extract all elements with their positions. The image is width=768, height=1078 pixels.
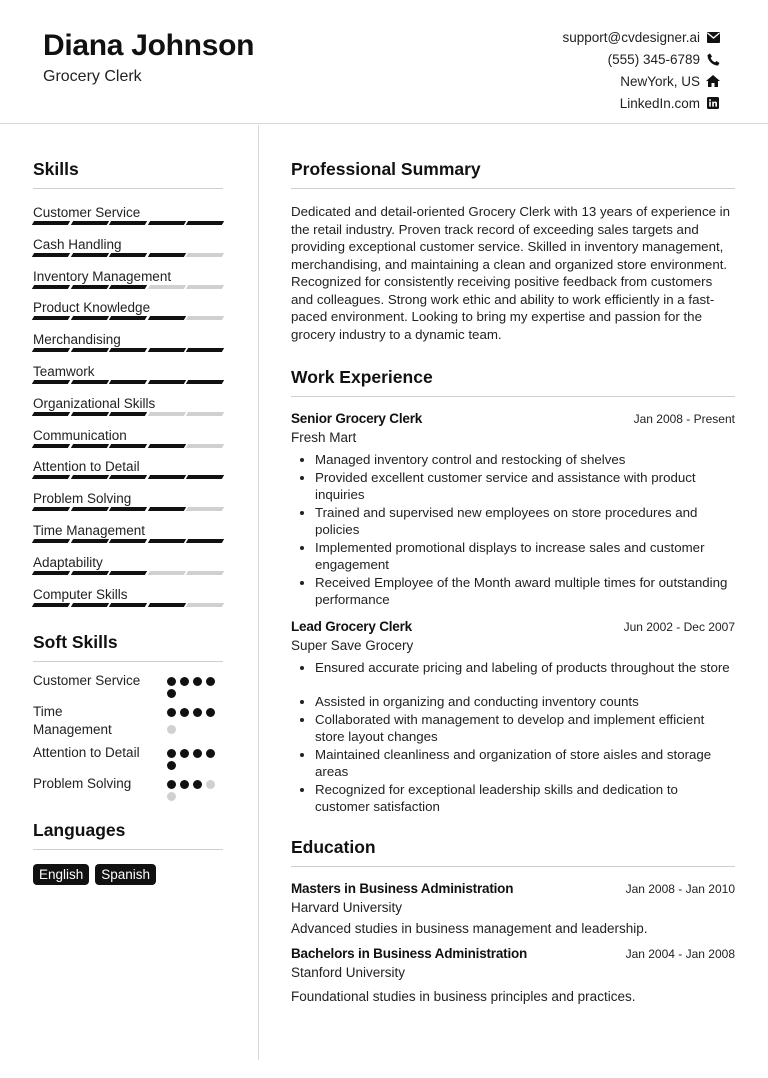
soft-skills-heading: Soft Skills bbox=[33, 632, 223, 662]
envelope-icon bbox=[706, 30, 720, 44]
rating-dot bbox=[180, 780, 189, 789]
skill-item bbox=[33, 204, 223, 236]
skill-level-segment bbox=[186, 253, 224, 257]
skill-level-segment bbox=[32, 221, 70, 225]
skill-item bbox=[33, 458, 223, 490]
skill-level-segment bbox=[186, 603, 224, 607]
candidate-title: Grocery Clerk bbox=[43, 68, 142, 85]
education-date: Jan 2004 - Jan 2008 bbox=[625, 946, 735, 961]
contact-email-text: support@cvdesigner.ai bbox=[562, 29, 700, 45]
skill-level-segment bbox=[70, 412, 108, 416]
skill-level-segment bbox=[147, 316, 185, 320]
skill-item bbox=[33, 586, 223, 618]
summary-section bbox=[291, 159, 735, 343]
skill-level-segment bbox=[32, 539, 70, 543]
education-header bbox=[291, 946, 735, 961]
soft-skill-rating bbox=[167, 744, 223, 770]
job-bullet: • Maintained cleanliness and organization of store aisles and storage areas bbox=[315, 746, 735, 781]
rating-dot bbox=[167, 677, 176, 686]
rating-dot bbox=[167, 761, 176, 770]
skill-level-segment bbox=[109, 539, 147, 543]
jobs-list bbox=[291, 411, 735, 816]
job-date: Jan 2008 - Present bbox=[633, 412, 735, 426]
rating-dot bbox=[167, 780, 176, 789]
education-description: Foundational studies in business principles and practices. bbox=[291, 988, 636, 1004]
skill-level-bar bbox=[33, 348, 223, 352]
skill-level-segment bbox=[32, 571, 70, 575]
skill-name: Adaptability bbox=[33, 554, 103, 570]
job-date: Jun 2002 - Dec 2007 bbox=[623, 619, 735, 634]
rating-dot bbox=[167, 749, 176, 758]
skill-level-bar bbox=[33, 475, 223, 479]
skills-section bbox=[33, 159, 223, 617]
contact-phone-text: (555) 345-6789 bbox=[607, 51, 700, 67]
skill-name: Customer Service bbox=[33, 205, 141, 220]
job-bullet: • Ensured accurate pricing and labeling of products throughout the store bbox=[315, 659, 735, 677]
skill-name: Inventory Management bbox=[33, 268, 172, 284]
skill-level-segment bbox=[186, 539, 224, 543]
skill-level-segment bbox=[70, 253, 108, 257]
skill-level-segment bbox=[109, 253, 147, 257]
rating-dot bbox=[206, 780, 215, 789]
skill-level-segment bbox=[109, 316, 147, 320]
rating-dot bbox=[167, 792, 176, 801]
education-entry bbox=[291, 881, 735, 936]
job-bullets bbox=[291, 659, 735, 816]
education-degree: Masters in Business Administration bbox=[291, 880, 514, 896]
soft-skill-item bbox=[33, 775, 223, 801]
job-bullet: • Trained and supervised new employees on store procedures and policies bbox=[315, 504, 735, 539]
skill-level-segment bbox=[32, 507, 70, 511]
skill-level-segment bbox=[147, 380, 185, 384]
skill-level-segment bbox=[186, 285, 224, 289]
skill-name: Cash Handling bbox=[33, 236, 122, 252]
skill-name: Merchandising bbox=[33, 332, 121, 348]
soft-skill-name: Attention to Detail bbox=[33, 745, 140, 761]
skill-level-segment bbox=[186, 316, 224, 320]
skill-level-segment bbox=[186, 507, 224, 511]
skill-level-segment bbox=[147, 539, 185, 543]
right-column bbox=[291, 125, 735, 1004]
skill-level-bar bbox=[33, 539, 223, 543]
home-icon bbox=[706, 74, 720, 88]
skill-name: Computer Skills bbox=[33, 586, 128, 602]
skill-item bbox=[33, 331, 223, 363]
skill-level-segment bbox=[186, 412, 224, 416]
job-title: Lead Grocery Clerk bbox=[291, 618, 412, 634]
skills-heading: Skills bbox=[33, 159, 223, 189]
rating-dot bbox=[193, 749, 202, 758]
skill-level-segment bbox=[186, 475, 224, 479]
rating-dot bbox=[167, 708, 176, 717]
skill-item bbox=[33, 395, 223, 427]
soft-skill-name: Problem Solving bbox=[33, 776, 132, 792]
rating-dot bbox=[206, 677, 215, 686]
contact-phone[interactable] bbox=[562, 48, 720, 70]
contact-linkedin-text: LinkedIn.com bbox=[619, 95, 700, 111]
skill-level-segment bbox=[32, 380, 70, 384]
skill-level-segment bbox=[70, 539, 108, 543]
skill-level-segment bbox=[109, 285, 147, 289]
skill-level-segment bbox=[147, 348, 185, 352]
rating-dot bbox=[180, 749, 189, 758]
soft-skill-name: Time Management bbox=[33, 704, 112, 738]
skill-level-bar bbox=[33, 603, 223, 607]
soft-skill-rating bbox=[167, 775, 223, 801]
phone-icon bbox=[706, 52, 720, 66]
skill-level-segment bbox=[186, 444, 224, 448]
skill-level-bar bbox=[33, 444, 223, 448]
contact-block bbox=[562, 26, 720, 114]
rating-dot bbox=[193, 677, 202, 686]
skill-item bbox=[33, 268, 223, 300]
education-date: Jan 2008 - Jan 2010 bbox=[625, 881, 735, 896]
rating-dot bbox=[193, 780, 202, 789]
skill-name: Attention to Detail bbox=[33, 459, 140, 475]
rating-dot bbox=[180, 677, 189, 686]
skill-level-segment bbox=[109, 444, 147, 448]
skill-level-bar bbox=[33, 412, 223, 416]
skill-level-segment bbox=[32, 285, 70, 289]
skill-level-segment bbox=[70, 475, 108, 479]
skill-level-segment bbox=[109, 475, 147, 479]
skill-level-segment bbox=[147, 444, 185, 448]
soft-skill-item bbox=[33, 672, 223, 698]
skill-level-segment bbox=[109, 412, 147, 416]
skill-level-segment bbox=[32, 444, 70, 448]
skill-item bbox=[33, 427, 223, 459]
job-bullets bbox=[291, 451, 735, 609]
education-school: Harvard University bbox=[291, 899, 403, 915]
experience-section bbox=[291, 367, 735, 816]
job-company: Fresh Mart bbox=[291, 430, 357, 445]
skill-level-segment bbox=[70, 571, 108, 575]
skill-name: Product Knowledge bbox=[33, 300, 151, 316]
job-header bbox=[291, 619, 735, 634]
skill-level-segment bbox=[147, 221, 185, 225]
skill-level-segment bbox=[109, 348, 147, 352]
left-column bbox=[33, 125, 223, 885]
skill-level-segment bbox=[109, 507, 147, 511]
job-bullet: • Implemented promotional displays to increase sales and customer engagement bbox=[315, 539, 735, 574]
job-bullet: • Recognized for exceptional leadership skills and dedication to customer satisfaction bbox=[315, 781, 735, 816]
contact-location bbox=[562, 70, 720, 92]
skill-level-bar bbox=[33, 571, 223, 575]
job-bullet: • Assisted in organizing and conducting inventory counts bbox=[315, 693, 735, 711]
job-company: Super Save Grocery bbox=[291, 637, 414, 653]
skill-level-segment bbox=[147, 603, 185, 607]
skill-level-segment bbox=[32, 412, 70, 416]
education-heading: Education bbox=[291, 837, 735, 867]
skill-level-segment bbox=[32, 253, 70, 257]
education-description: Advanced studies in business management and leadership. bbox=[291, 920, 648, 936]
skill-level-segment bbox=[186, 221, 224, 225]
job-bullet: • Managed inventory control and restocking of shelves bbox=[315, 451, 735, 469]
skill-level-bar bbox=[33, 253, 223, 257]
job-bullet: • Provided excellent customer service and assistance with product inquiries bbox=[315, 469, 735, 504]
skill-level-segment bbox=[70, 507, 108, 511]
skill-level-segment bbox=[109, 571, 147, 575]
skill-name: Problem Solving bbox=[33, 491, 132, 507]
skill-level-bar bbox=[33, 316, 223, 320]
skill-level-segment bbox=[109, 380, 147, 384]
languages-section bbox=[33, 820, 223, 885]
skill-name: Time Management bbox=[33, 522, 146, 538]
skill-level-segment bbox=[32, 603, 70, 607]
rating-dot bbox=[193, 708, 202, 717]
candidate-name: Diana Johnson bbox=[43, 29, 255, 62]
soft-skill-item bbox=[33, 744, 223, 770]
soft-skill-rating bbox=[167, 703, 223, 739]
contact-email[interactable] bbox=[562, 26, 720, 48]
skill-level-segment bbox=[186, 348, 224, 352]
skill-level-segment bbox=[70, 285, 108, 289]
skill-level-segment bbox=[32, 475, 70, 479]
skill-name: Teamwork bbox=[33, 363, 95, 379]
skill-level-bar bbox=[33, 507, 223, 511]
job-bullet: • Received Employee of the Month award multiple times for outstanding performance bbox=[315, 574, 735, 609]
skill-item bbox=[33, 522, 223, 554]
soft-skills-list bbox=[33, 672, 223, 801]
summary-text: Dedicated and detail-oriented Grocery Clerk with 13 years of experience in the retail industry. Proven track record of exceeding sales targets and providing exceptional customer service. Skilled in inventory management, merchandising, and maintaining a clean and organized store environment. Recognized for consistently receiving positive feedback from customers and colleagues. Strong work ethic and ability to work efficiently in a fast-paced environment. Looking to bring my expertise and passion for the grocery industry to a dynamic team. bbox=[291, 204, 731, 342]
education-section bbox=[291, 837, 735, 1004]
skill-level-segment bbox=[147, 571, 185, 575]
skill-level-segment bbox=[109, 603, 147, 607]
languages-heading: Languages bbox=[33, 820, 223, 850]
rating-dot bbox=[167, 725, 176, 734]
education-list bbox=[291, 881, 735, 1004]
skills-list bbox=[33, 204, 223, 617]
skill-level-segment bbox=[147, 412, 185, 416]
skill-name: Organizational Skills bbox=[33, 395, 156, 411]
job-header bbox=[291, 411, 735, 426]
skill-name: Communication bbox=[33, 427, 127, 443]
rating-dot bbox=[206, 749, 215, 758]
skill-level-bar bbox=[33, 285, 223, 289]
soft-skill-rating bbox=[167, 672, 223, 698]
contact-linkedin[interactable] bbox=[562, 92, 720, 114]
skill-level-segment bbox=[186, 571, 224, 575]
soft-skill-item bbox=[33, 703, 223, 739]
skill-level-segment bbox=[109, 221, 147, 225]
skill-level-segment bbox=[70, 348, 108, 352]
education-school: Stanford University bbox=[291, 964, 406, 980]
job-entry bbox=[291, 619, 735, 816]
skill-level-segment bbox=[147, 507, 185, 511]
languages-list bbox=[33, 864, 223, 885]
summary-heading: Professional Summary bbox=[291, 159, 735, 189]
column-divider bbox=[258, 125, 259, 1060]
experience-heading: Work Experience bbox=[291, 367, 735, 397]
skill-item bbox=[33, 554, 223, 586]
skill-level-segment bbox=[70, 380, 108, 384]
skill-level-segment bbox=[70, 316, 108, 320]
skill-item bbox=[33, 363, 223, 395]
skill-level-segment bbox=[186, 380, 224, 384]
skill-item bbox=[33, 490, 223, 522]
job-title: Senior Grocery Clerk bbox=[291, 411, 423, 426]
skill-level-segment bbox=[147, 253, 185, 257]
job-bullet: • Collaborated with management to develop and implement efficient store layout changes bbox=[315, 711, 735, 746]
skill-level-bar bbox=[33, 221, 223, 225]
language-badge: English bbox=[33, 864, 89, 885]
education-degree: Bachelors in Business Administration bbox=[291, 945, 528, 961]
soft-skill-name: Customer Service bbox=[33, 673, 141, 689]
skill-level-segment bbox=[70, 603, 108, 607]
skill-level-segment bbox=[147, 285, 185, 289]
contact-location-text: NewYork, US bbox=[620, 73, 700, 89]
education-entry bbox=[291, 946, 735, 1004]
skill-level-segment bbox=[32, 316, 70, 320]
skill-level-segment bbox=[32, 348, 70, 352]
soft-skills-section bbox=[33, 632, 223, 801]
rating-dot bbox=[206, 708, 215, 717]
skill-level-segment bbox=[147, 475, 185, 479]
skill-item bbox=[33, 299, 223, 331]
language-badge: Spanish bbox=[95, 864, 156, 885]
skill-level-segment bbox=[70, 221, 108, 225]
skill-level-segment bbox=[70, 444, 108, 448]
linkedin-icon bbox=[706, 96, 720, 110]
skill-item bbox=[33, 236, 223, 268]
education-header bbox=[291, 881, 735, 896]
resume-header bbox=[0, 0, 768, 124]
rating-dot bbox=[180, 708, 189, 717]
skill-level-bar bbox=[33, 380, 223, 384]
rating-dot bbox=[167, 689, 176, 698]
job-entry bbox=[291, 411, 735, 609]
